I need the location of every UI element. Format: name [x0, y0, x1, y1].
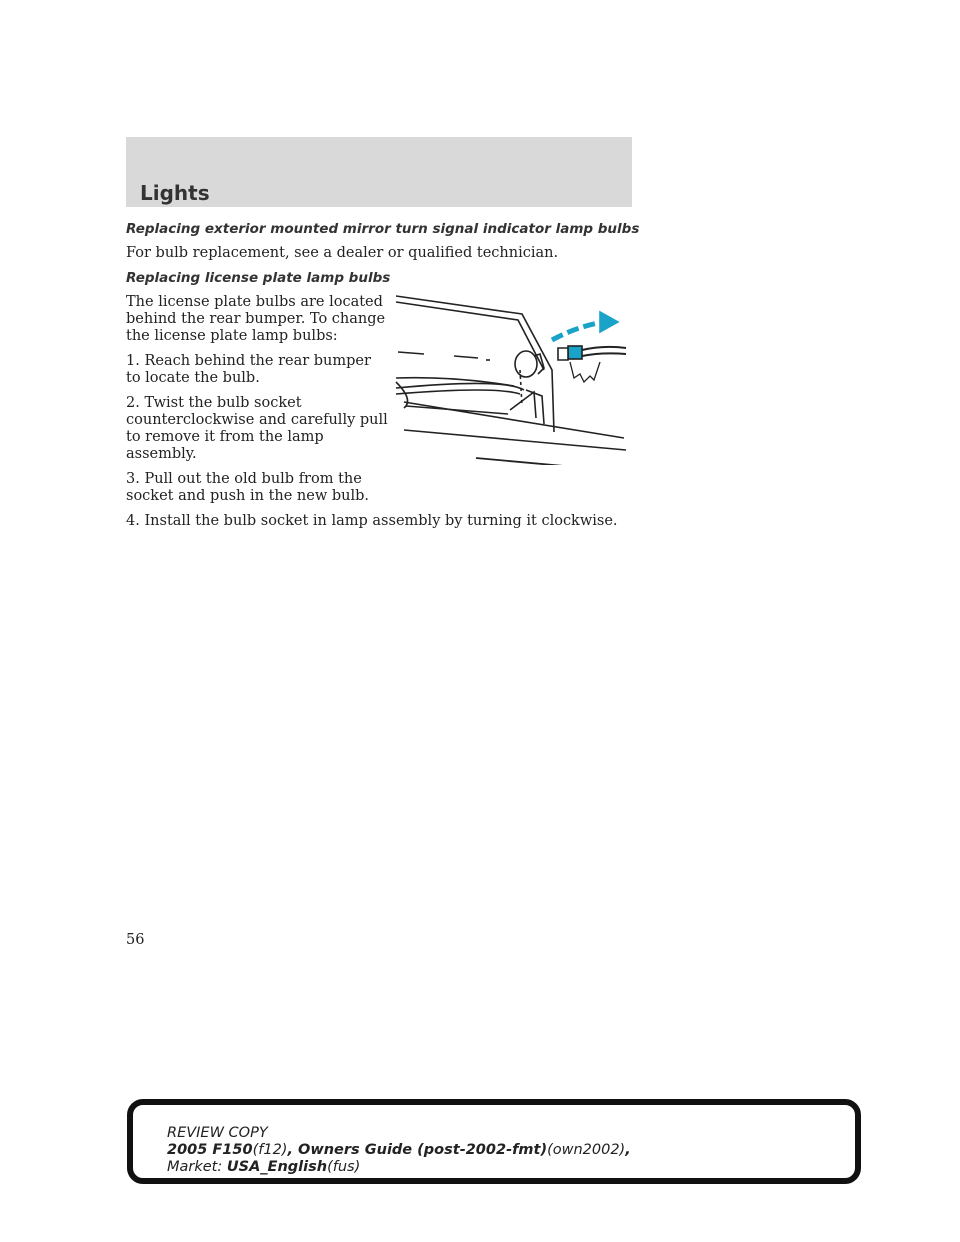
footer-review-label: REVIEW COPY [167, 1125, 268, 1141]
mirror-heading: Replacing exterior mounted mirror turn signal indicator lamp bulbs [126, 221, 640, 237]
footer-comma: , [625, 1142, 631, 1158]
section-header [126, 137, 632, 207]
section-title: Lights [140, 181, 210, 205]
license-plate-bulb-removal-illustration [394, 290, 634, 465]
footer-review-box [127, 1099, 861, 1184]
footer-guide-code: (own2002) [547, 1142, 626, 1158]
footer-market-label: Market: [167, 1159, 223, 1175]
footer-market-code: (fus) [327, 1159, 361, 1175]
footer-market: USA_English [226, 1159, 328, 1175]
page-number: 56 [126, 932, 145, 948]
mirror-body: For bulb replacement, see a dealer or qualified technician. [126, 245, 559, 261]
footer-market-line [167, 1159, 855, 1176]
license-intro: The license plate bulbs are located behind the rear bumper. To change the license plate lamp bulbs: [126, 294, 386, 344]
footer-vehicle-code: (f12) [252, 1142, 288, 1158]
step-2: 2. Twist the bulb socket counterclockwise and carefully pull to remove it from the lamp assembly. [126, 395, 388, 462]
step-3: 3. Pull out the old bulb from the socket and push in the new bulb. [126, 471, 370, 504]
footer-doc-line [167, 1142, 855, 1159]
step-1: 1. Reach behind the rear bumper to locate the bulb. [126, 353, 371, 386]
footer-guide: , Owners Guide (post-2002-fmt) [287, 1142, 548, 1158]
license-heading: Replacing license plate lamp bulbs [126, 270, 391, 286]
step-4: 4. Install the bulb socket in lamp assembly by turning it clockwise. [126, 513, 618, 529]
footer-vehicle: 2005 F150 [167, 1142, 253, 1158]
